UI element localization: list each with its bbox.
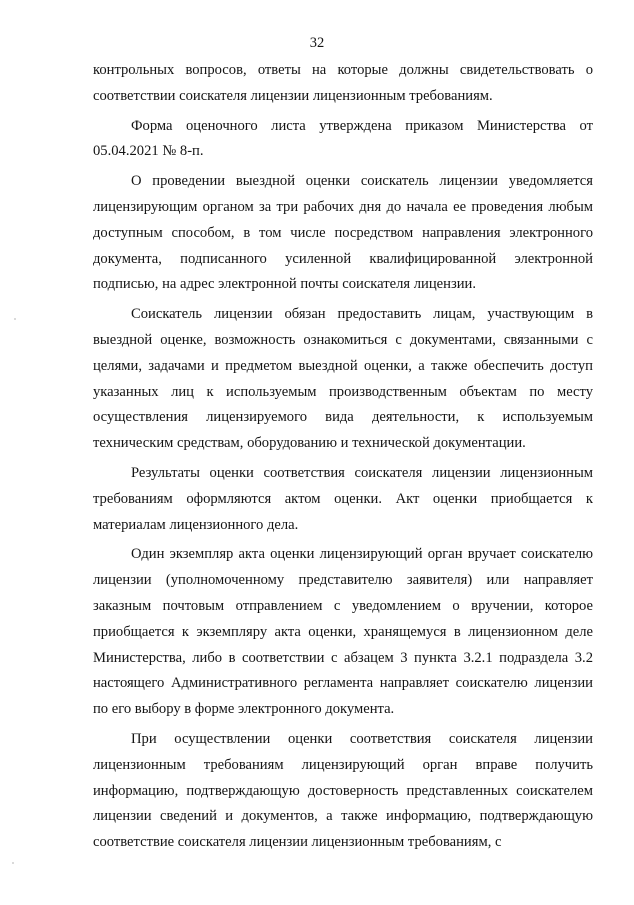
paragraph-2: Форма оценочного листа утверждена приказом Министерства от 05.04.2021 № 8-п. xyxy=(93,117,593,160)
scan-speck xyxy=(12,862,14,864)
page-number: 32 xyxy=(309,35,325,51)
paragraph-3: О проведении выездной оценки соискатель лицензии уведомляется лицензирующим органом за три рабочих дня до начала ее проведения любым доступным способом, в том числе посредством направления электронного документа, подписанного усиленной квалифицированной электронной подписью, на адрес электронной почты соискателя лицензии. xyxy=(93,173,593,293)
scan-speck xyxy=(14,318,16,320)
paragraph-4: Соискатель лицензии обязан предоставить лицам, участвующим в выездной оценке, возможность ознакомиться с документами, связанными с целями, задачами и предметом выездной оценки, а также обеспечить доступ указанных лиц к используемым производственным объектам по месту осуществления лицензируемого вида деятельности, к используемым техническим средствам, оборудованию и технической документации. xyxy=(93,306,593,452)
paragraph-5: Результаты оценки соответствия соискателя лицензии лицензионным требованиям оформляются актом оценки. Акт оценки приобщается к материалам лицензионного дела. xyxy=(93,464,593,533)
paragraph-6: Один экземпляр акта оценки лицензирующий орган вручает соискателю лицензии (уполномоченному представителю заявителя) или направляет заказным почтовым отправлением с уведомлением о вручении, которое приобщается к экземпляру акта оценки, хранящемуся в лицензионном деле Министерства, либо в соответствии с абзацем 3 пункта 3.2.1 подраздела 3.2 настоящего Административного регламента направляет соискателю лицензии по его выбору в форме электронного документа. xyxy=(93,546,593,718)
paragraph-7: При осуществлении оценки соответствия соискателя лицензии лицензионным требованиям лицензирующий орган вправе получить информацию, подтверждающую достоверность представленных соискателем лицензии сведений и документов, а также информацию, подтверждающую соответствие соискателя лицензии лицензионным требованиям, с xyxy=(93,730,593,851)
paragraph-1: контрольных вопросов, ответы на которые должны свидетельствовать о соответствии соискателя лицензии лицензионным требованиям. xyxy=(93,62,593,104)
document-body xyxy=(93,58,593,856)
